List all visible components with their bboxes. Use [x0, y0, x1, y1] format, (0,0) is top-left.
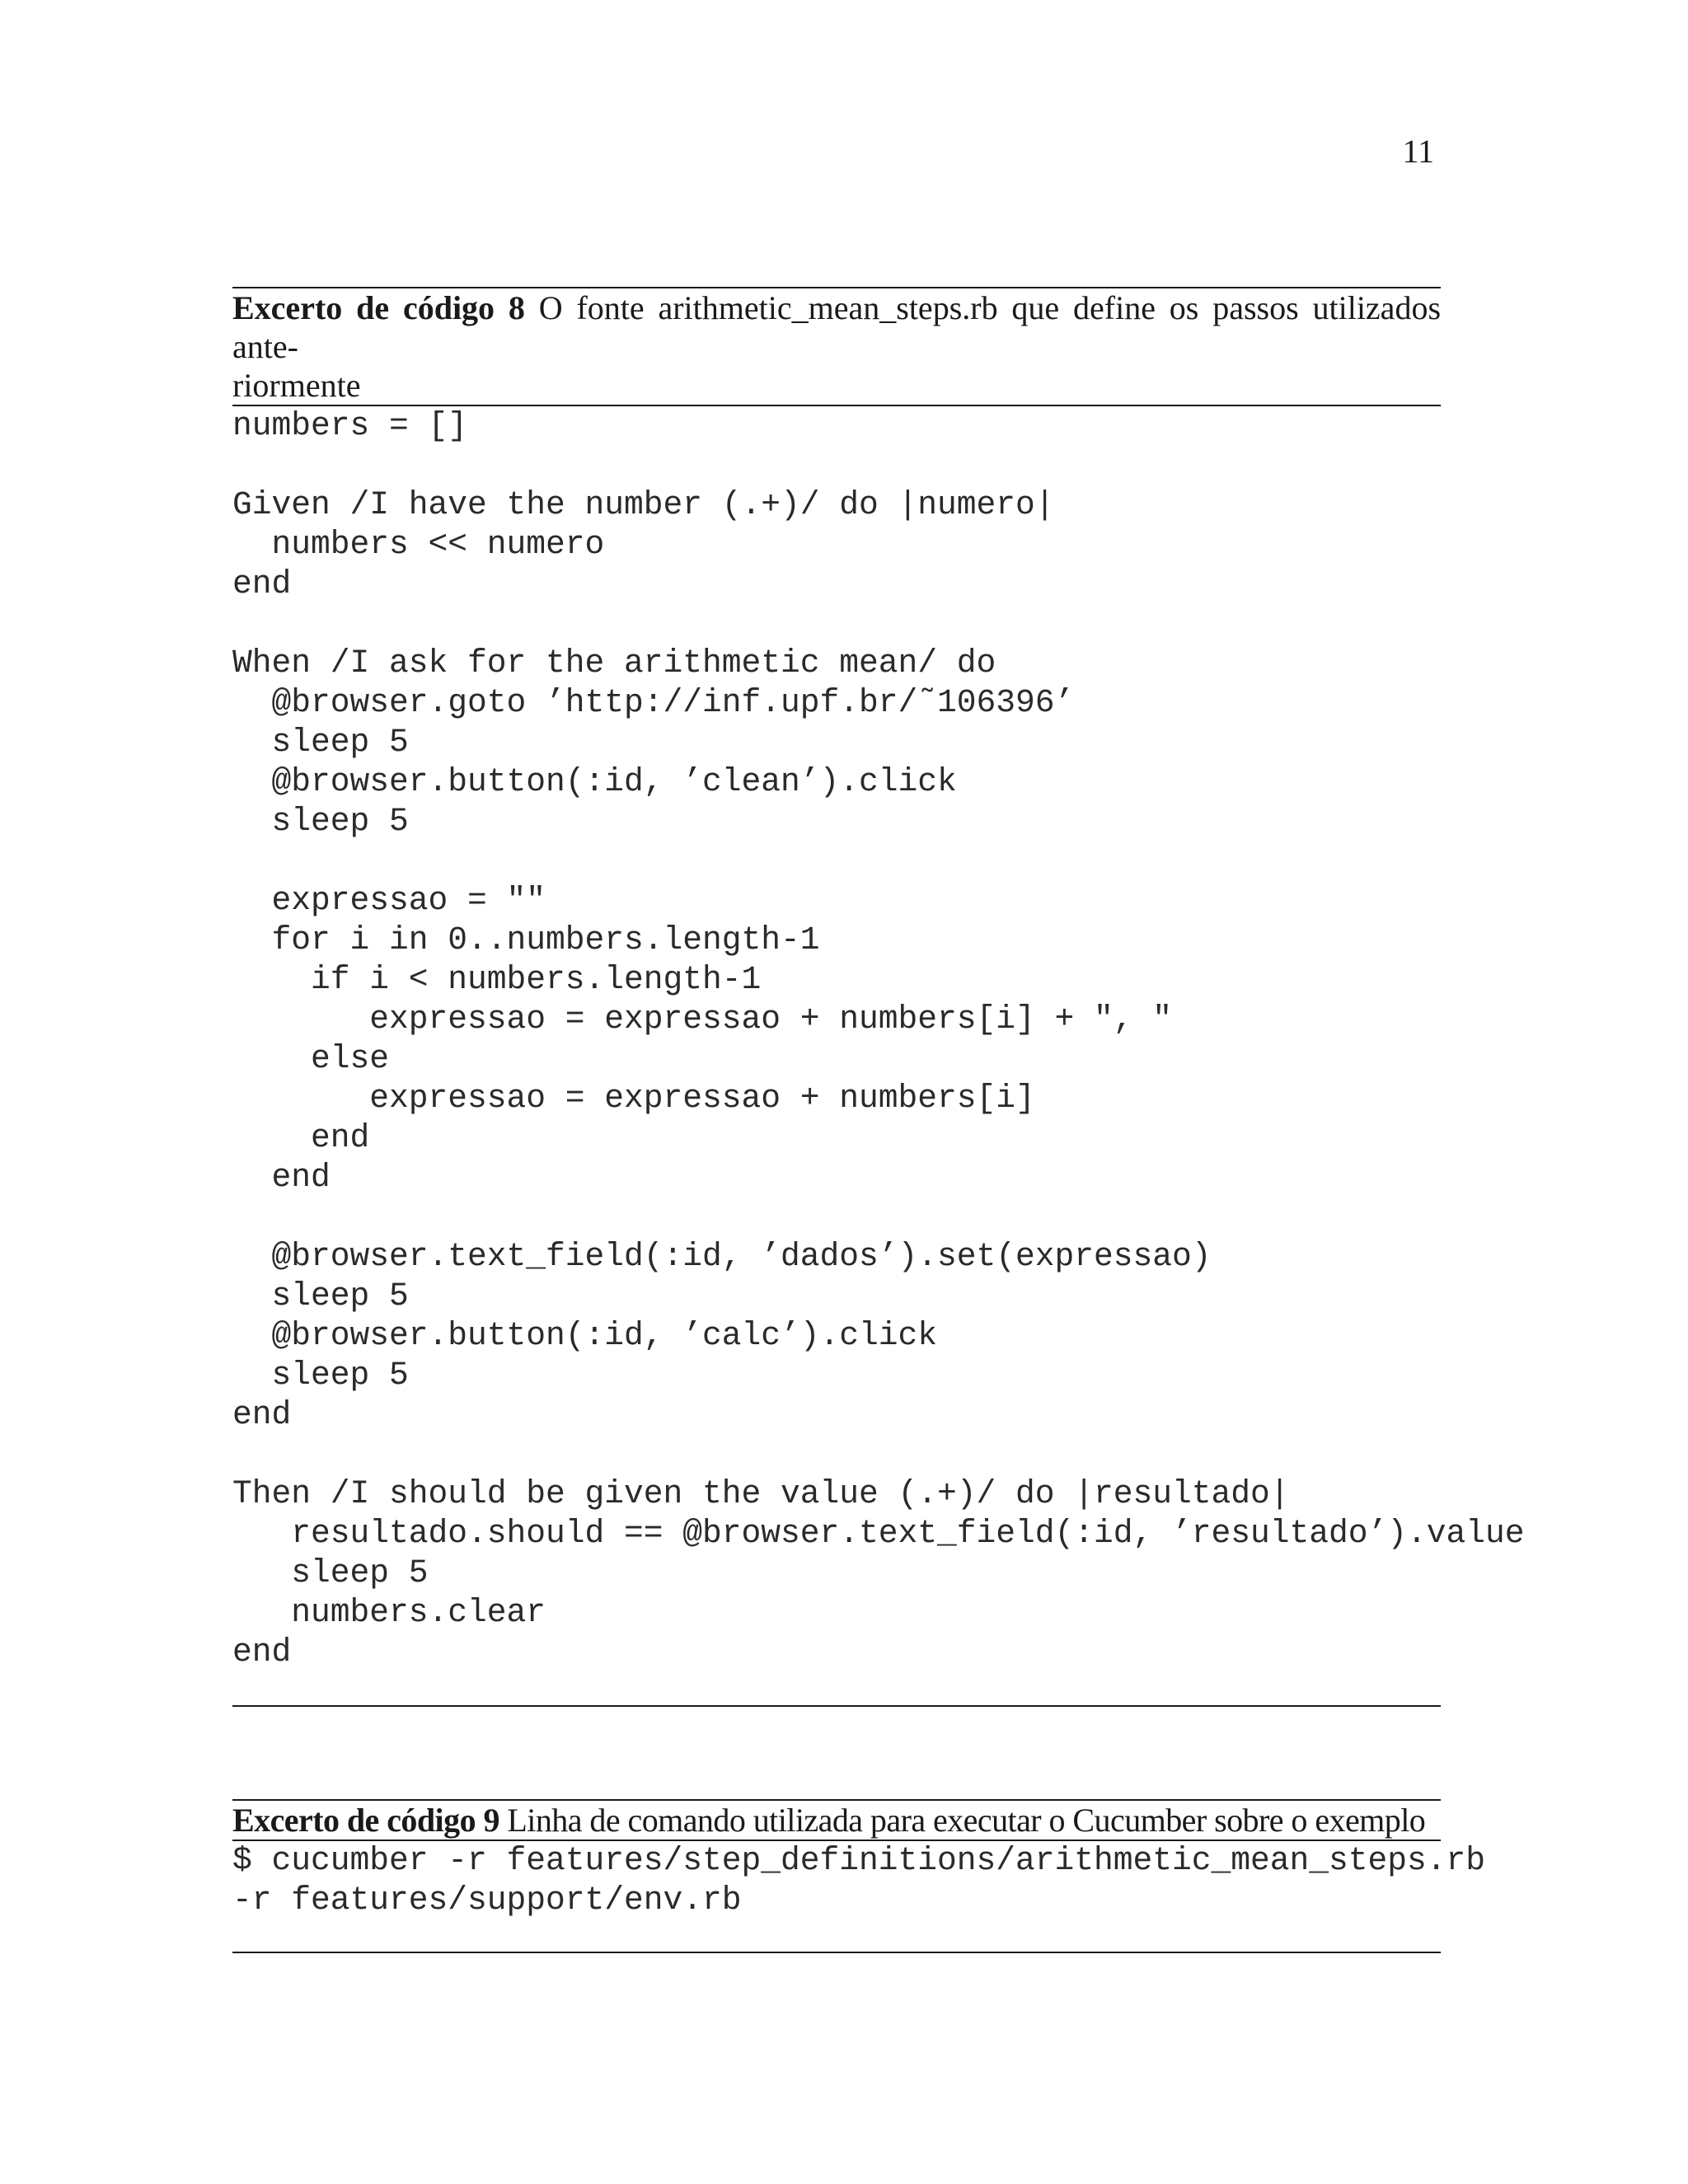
code-line: $ cucumber -r features/step_definitions/arithmetic_mean_steps.rb [232, 1842, 1486, 1879]
code-line: @browser.button(:id, ’calc’).click [232, 1317, 938, 1354]
code-line: sleep 5 [232, 803, 409, 840]
code-line [232, 841, 1441, 881]
code-line: if i < numbers.length-1 [232, 961, 762, 998]
code-line: end [232, 1159, 331, 1196]
listing-caption-text: Linha de comando utilizada para executar o Cucumber sobre o exemplo [507, 1802, 1426, 1839]
code-line: numbers << numero [232, 526, 605, 563]
code-line: end [232, 565, 292, 602]
code-line: @browser.button(:id, ’clean’).click [232, 763, 957, 800]
code-line: When /I ask for the arithmetic mean/ do [232, 644, 996, 682]
code-line: sleep 5 [232, 1554, 429, 1591]
code-line: expressao = expressao + numbers[i] + ", " [232, 1001, 1173, 1038]
code-line: expressao = "" [232, 882, 546, 919]
listing-caption-line-2: riormente [232, 367, 361, 404]
code-line: sleep 5 [232, 1357, 409, 1394]
code-line: Then /I should be given the value (.+)/ do |resultado| [232, 1475, 1290, 1512]
code-line: sleep 5 [232, 724, 409, 761]
code-line: numbers = [] [232, 407, 468, 444]
code-line [232, 604, 1441, 644]
code-line: for i in 0..numbers.length-1 [232, 921, 820, 958]
code-listing-8 [232, 287, 1525, 1707]
code-listing-9 [232, 1799, 1486, 1953]
listing-caption-line-1: O fonte arithmetic_mean_steps.rb que define os passos utilizados ante- [232, 289, 1442, 365]
code-line: else [232, 1040, 390, 1077]
code-line: numbers.clear [232, 1594, 546, 1631]
code-line: end [232, 1633, 292, 1671]
code-block [232, 1841, 1486, 1952]
listing-label: Excerto de código 9 [232, 1802, 499, 1839]
listing-bottom-rule [232, 1705, 1441, 1707]
code-line: end [232, 1119, 370, 1156]
code-block [232, 406, 1525, 1705]
code-line: -r features/support/env.rb [232, 1882, 742, 1919]
code-line: expressao = expressao + numbers[i] [232, 1080, 1035, 1117]
code-line: Given /I have the number (.+)/ do |numero| [232, 486, 1055, 523]
code-line: @browser.goto ’http://inf.upf.br/˜106396’ [232, 684, 1075, 721]
code-line: @browser.text_field(:id, ’dados’).set(expressao) [232, 1238, 1212, 1275]
listing-caption [232, 1801, 1441, 1840]
code-line: resultado.should == @browser.text_field(:id, ’resultado’).value [232, 1515, 1525, 1552]
listing-label: Excerto de código 8 [232, 289, 525, 326]
code-line [232, 1435, 1441, 1474]
code-line: end [232, 1396, 292, 1433]
listing-caption [232, 288, 1441, 405]
listing-bottom-rule [232, 1952, 1441, 1953]
page-number: 11 [1402, 133, 1434, 170]
code-line: sleep 5 [232, 1277, 409, 1315]
code-line [232, 1197, 1441, 1237]
code-line [232, 446, 1441, 485]
